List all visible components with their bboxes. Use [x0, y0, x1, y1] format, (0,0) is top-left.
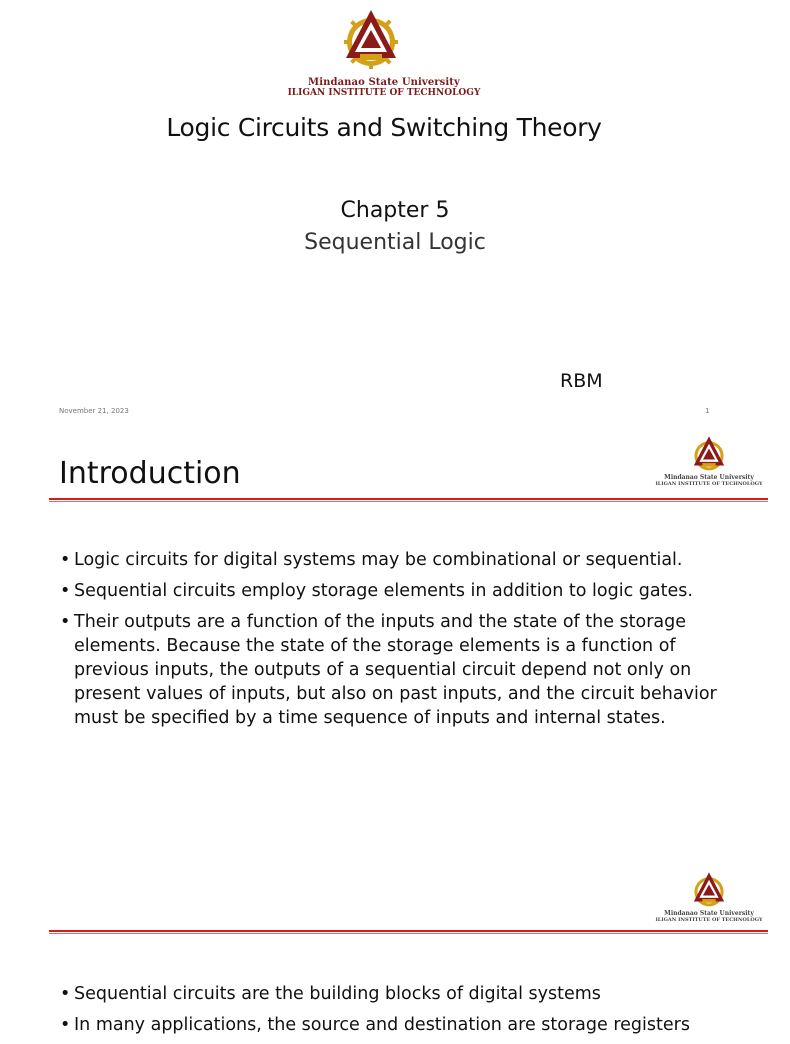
bullet-dot-icon: • [60, 612, 71, 632]
chapter-label: Chapter 5 [340, 198, 450, 223]
logo-institute-name: ILIGAN INSTITUTE OF TECHNOLOGY [655, 917, 763, 923]
heading-divider [49, 930, 768, 934]
slide-heading: Introduction [59, 456, 241, 491]
msu-iit-seal-icon [338, 6, 404, 72]
bullet-dot-icon: • [60, 984, 71, 1004]
page-number: 1 [705, 407, 710, 415]
footer-date: November 21, 2023 [59, 407, 129, 415]
bullet-dot-icon: • [60, 581, 71, 601]
introduction-slide [0, 428, 768, 860]
university-name: Mindanao State University [308, 77, 460, 88]
bullet-list [60, 982, 720, 1044]
bullet-list [60, 548, 720, 737]
bullet-dot-icon: • [60, 1015, 71, 1035]
list-item: • Sequential circuits are the building blocks of digital systems [60, 984, 601, 1004]
msu-iit-seal-icon [689, 870, 729, 910]
logo-university-name: Mindanao State University [664, 474, 754, 481]
list-item: • Logic circuits for digital systems may be combinational or sequential. [60, 550, 683, 570]
logo-institute-name: ILIGAN INSTITUTE OF TECHNOLOGY [655, 481, 763, 487]
bullet-dot-icon: • [60, 550, 71, 570]
title-slide [0, 0, 768, 428]
list-item: • In many applications, the source and destination are storage registers [60, 1015, 690, 1035]
msu-iit-seal-icon [689, 434, 729, 474]
sequential-circuits-slide [0, 860, 768, 1035]
heading-divider [49, 498, 768, 502]
list-item: • Sequential circuits employ storage elements in addition to logic gates. [60, 581, 693, 601]
slide-logo [650, 434, 768, 496]
author-initials: RBM [560, 370, 603, 392]
presentation-title: Logic Circuits and Switching Theory [166, 113, 602, 142]
slide-logo [650, 870, 768, 932]
chapter-subtitle: Sequential Logic [304, 230, 486, 255]
list-item: • Their outputs are a function of the inputs and the state of the storage elements. Because the state of the storage elements is a function of previous inputs, the outputs of a sequential circuit depend not only on present values of inputs, but also on past inputs, and the circuit behavior must be specified by a time sequence of inputs and internal states. [60, 612, 717, 728]
institute-name: ILIGAN INSTITUTE OF TECHNOLOGY [287, 88, 481, 98]
logo-university-name: Mindanao State University [664, 910, 754, 917]
